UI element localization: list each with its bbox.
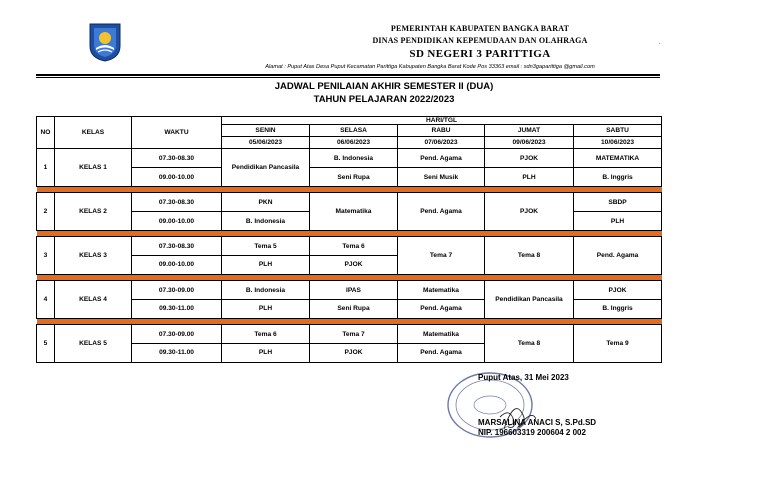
- cell-subject: B. Inggris: [574, 300, 662, 319]
- cell-subject: B. Indonesia: [310, 149, 398, 168]
- header-day: RABU: [398, 125, 485, 137]
- document-title: JADWAL PENILAIAN AKHIR SEMESTER II (DUA): [274, 81, 494, 92]
- letterhead: [0, 0, 768, 78]
- table-row: [37, 149, 662, 168]
- header-row: [37, 117, 662, 125]
- exam-schedule-table: [36, 116, 662, 363]
- cell-subject: Pend. Agama: [398, 149, 485, 168]
- cell-subject: PLH: [574, 212, 662, 231]
- row-time: 07.30-08.30: [132, 149, 222, 168]
- cell-subject: PJOK: [485, 193, 574, 231]
- row-time: 09.30-11.00: [132, 343, 222, 362]
- table-row: [37, 193, 662, 212]
- cell-subject: PLH: [222, 343, 310, 362]
- cell-subject: Pend. Agama: [398, 300, 485, 319]
- row-time: 07.30-08.30: [132, 193, 222, 212]
- signature-nip: NIP. 196603319 200604 2 002: [478, 428, 586, 437]
- cell-subject: Tema 8: [485, 237, 574, 275]
- cell-subject: PJOK: [310, 256, 398, 275]
- cell-subject: Pend. Agama: [398, 193, 485, 231]
- cell-subject: Tema 7: [398, 237, 485, 275]
- header-day: JUMAT: [485, 125, 574, 137]
- cell-subject: Matematika: [310, 193, 398, 231]
- cell-subject: PJOK: [310, 343, 398, 362]
- cell-subject: Seni Rupa: [310, 300, 398, 319]
- row-time: 09.00-10.00: [132, 168, 222, 187]
- letterhead-government: PEMERINTAH KABUPATEN BANGKA BARAT: [390, 24, 570, 33]
- cell-subject: Pend. Agama: [574, 237, 662, 275]
- header-date: 05/06/2023: [222, 136, 310, 149]
- row-no: 2: [37, 193, 55, 231]
- cell-subject: Tema 6: [222, 325, 310, 344]
- cell-subject: Matematika: [398, 325, 485, 344]
- row-time: 09.00-10.00: [132, 256, 222, 275]
- letterhead-department: DINAS PENDIDIKAN KEPEMUDAAN DAN OLAHRAGA: [372, 36, 588, 45]
- row-kelas: KELAS 1: [55, 149, 132, 187]
- header-day: SABTU: [574, 125, 662, 137]
- letterhead-mark: .: [659, 40, 661, 46]
- cell-subject: Tema 7: [310, 325, 398, 344]
- header-day: SELASA: [310, 125, 398, 137]
- cell-subject: B. Indonesia: [222, 281, 310, 300]
- cell-subject: Pendidikan Pancasila: [222, 149, 310, 187]
- row-no: 1: [37, 149, 55, 187]
- cell-subject: PLH: [222, 300, 310, 319]
- cell-subject: Tema 9: [574, 325, 662, 363]
- row-kelas: KELAS 3: [55, 237, 132, 275]
- header-hari-tgl: HARI/TGL: [222, 117, 662, 125]
- cell-subject: PJOK: [485, 149, 574, 168]
- row-time: 07.30-08.30: [132, 237, 222, 256]
- header-kelas: KELAS: [55, 117, 132, 149]
- row-kelas: KELAS 2: [55, 193, 132, 231]
- cell-subject: Tema 6: [310, 237, 398, 256]
- header-date: 10/06/2023: [574, 136, 662, 149]
- cell-subject: Tema 5: [222, 237, 310, 256]
- row-time: 09.30-11.00: [132, 300, 222, 319]
- row-time: 07.30-09.00: [132, 325, 222, 344]
- cell-subject: B. Indonesia: [222, 212, 310, 231]
- letterhead-rule-thick: [36, 74, 660, 76]
- row-time: 09.00-10.00: [132, 212, 222, 231]
- header-date: 06/06/2023: [310, 136, 398, 149]
- table-row: [37, 281, 662, 300]
- signature-place-date: Puput Atas, 31 Mei 2023: [478, 373, 569, 382]
- cell-subject: Tema 8: [485, 325, 574, 363]
- row-no: 4: [37, 281, 55, 319]
- header-day: SENIN: [222, 125, 310, 137]
- row-kelas: KELAS 5: [55, 325, 132, 363]
- cell-subject: PKN: [222, 193, 310, 212]
- cell-subject: IPAS: [310, 281, 398, 300]
- row-no: 5: [37, 325, 55, 363]
- row-no: 3: [37, 237, 55, 275]
- cell-subject: Matematika: [398, 281, 485, 300]
- cell-subject: Seni Rupa: [310, 168, 398, 187]
- header-date: 09/06/2023: [485, 136, 574, 149]
- cell-subject: PLH: [222, 256, 310, 275]
- header-date: 07/06/2023: [398, 136, 485, 149]
- table-row: [37, 237, 662, 256]
- regency-logo-icon: [88, 22, 122, 62]
- cell-subject: SBDP: [574, 193, 662, 212]
- row-time: 07.30-09.00: [132, 281, 222, 300]
- cell-subject: Pend. Agama: [398, 343, 485, 362]
- letterhead-address: Alamat : Puput Atas Desa Puput Kecamatan Parittiga Kabupaten Bangka Barat Kode Pos 33363 email : sdn3gaparittiga @gmail.com: [265, 64, 595, 70]
- document-subtitle: TAHUN PELAJARAN 2022/2023: [313, 94, 455, 105]
- table-row: [37, 325, 662, 344]
- cell-subject: PLH: [485, 168, 574, 187]
- cell-subject: PJOK: [574, 281, 662, 300]
- cell-subject: MATEMATIKA: [574, 149, 662, 168]
- cell-subject: B. Inggris: [574, 168, 662, 187]
- header-waktu: WAKTU: [132, 117, 222, 149]
- header-no: NO: [37, 117, 55, 149]
- letterhead-rule-thin: [36, 77, 660, 78]
- letterhead-school: SD NEGERI 3 PARITTIGA: [409, 48, 551, 60]
- signature-name: MARSALINA ANACI S, S.Pd.SD: [478, 418, 597, 427]
- cell-subject: Pendidikan Pancasila: [485, 281, 574, 319]
- cell-subject: Seni Musik: [398, 168, 485, 187]
- row-kelas: KELAS 4: [55, 281, 132, 319]
